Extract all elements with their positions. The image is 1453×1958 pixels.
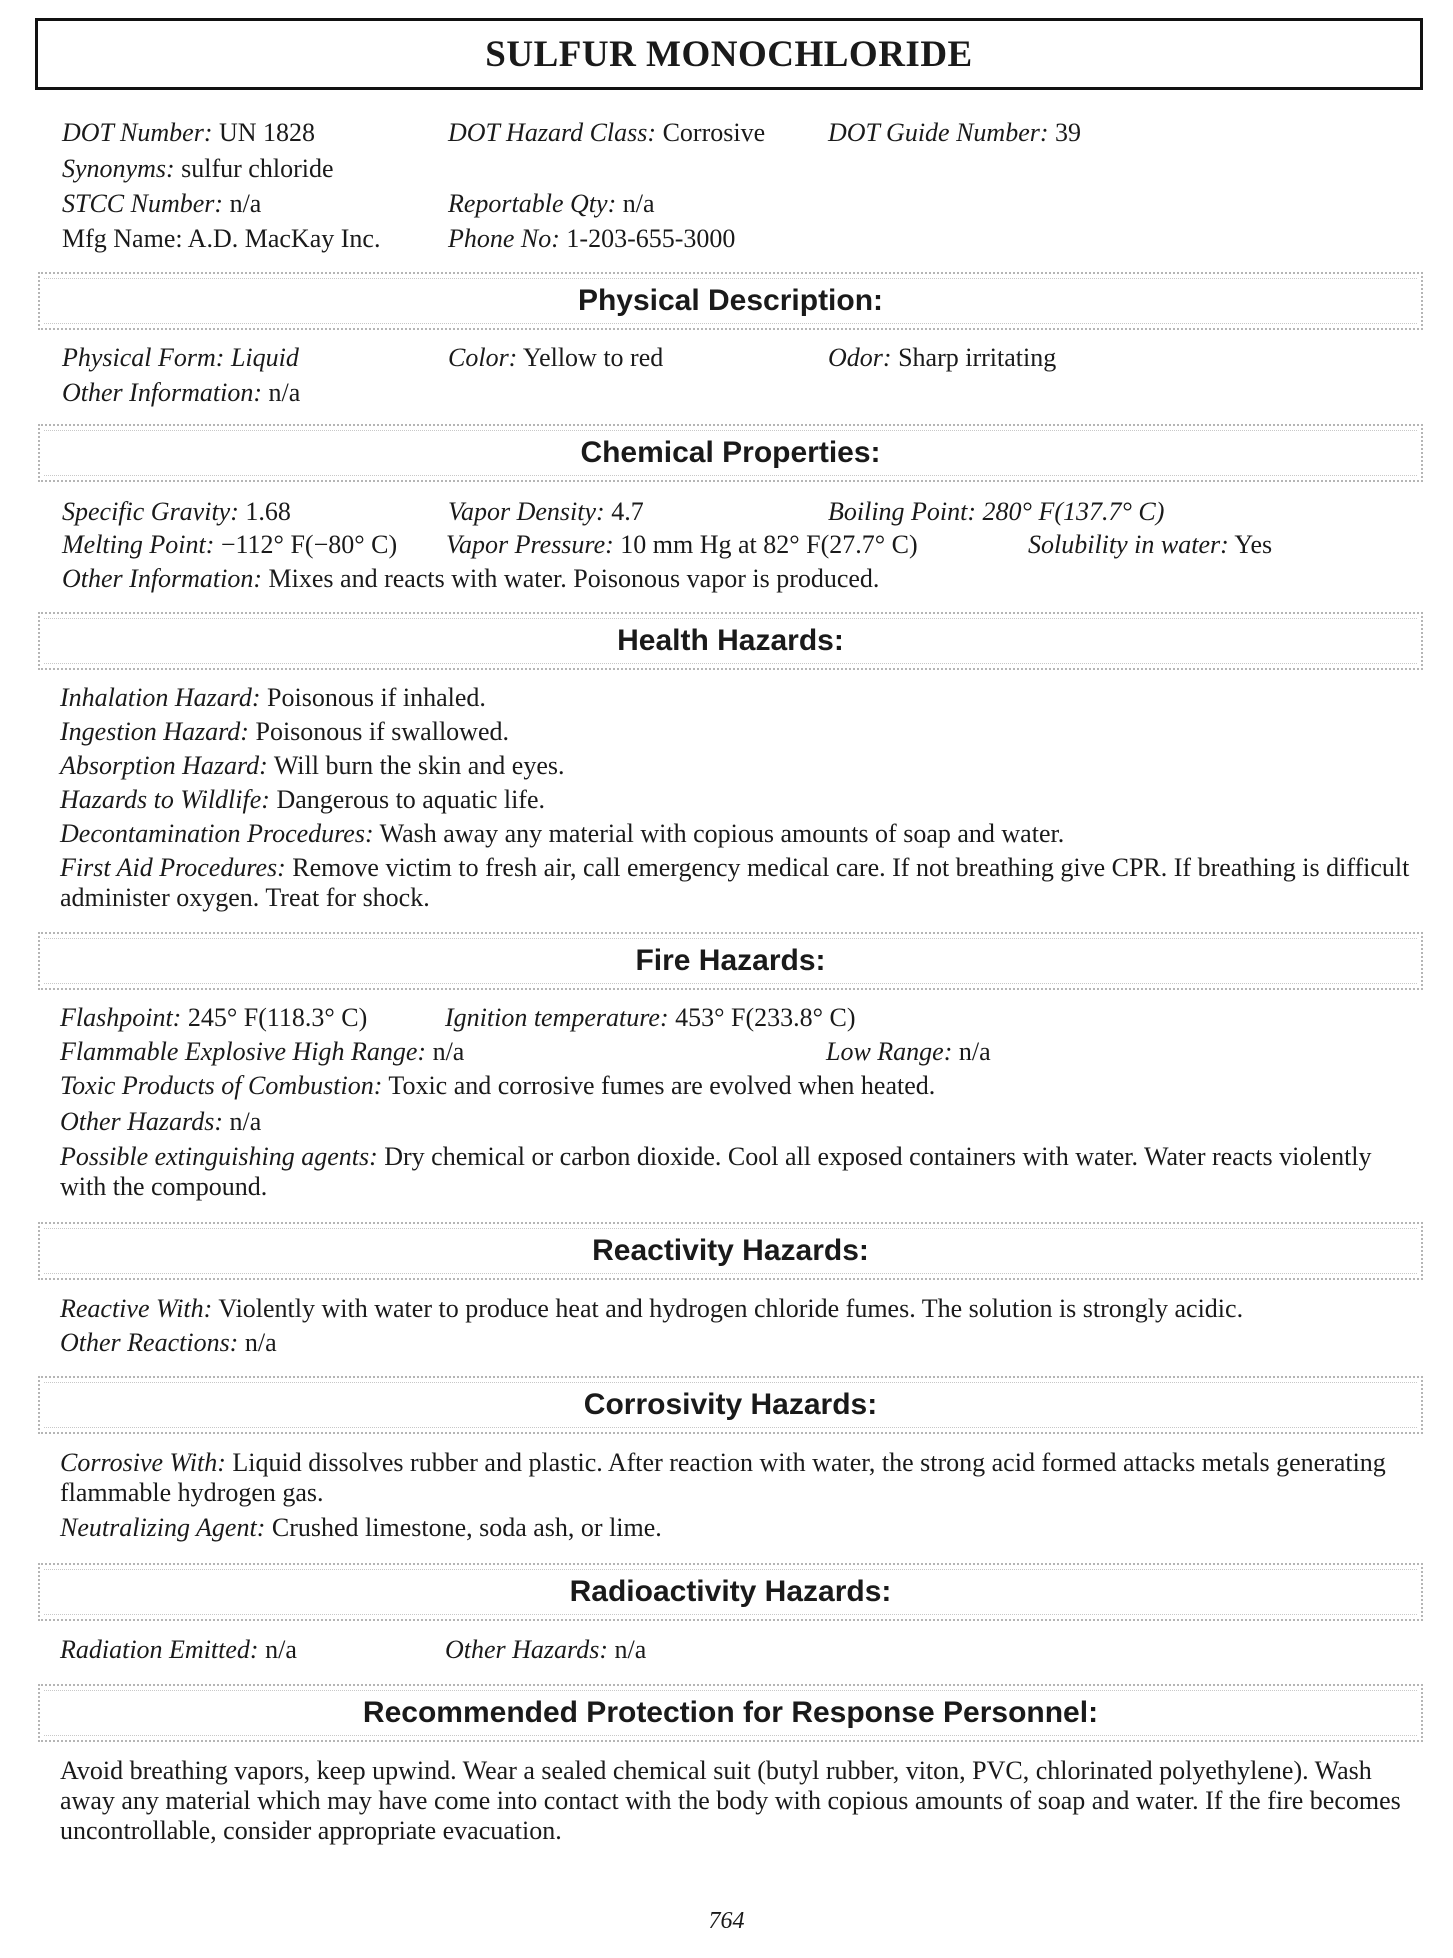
absorption-hazard: Absorption Hazard: Will burn the skin and eyes. [60, 751, 565, 780]
first-aid-procedures: First Aid Procedures: Remove victim to fresh air, call emergency medical care. If not breathing give CPR. If breathing is difficult administer oxygen. Treat for shock. [60, 853, 1410, 912]
section-heading: Physical Description: [577, 284, 884, 317]
section-heading: Health Hazards: [617, 624, 844, 657]
specific-gravity: Specific Gravity: 1.68 [62, 497, 291, 526]
vapor-density: Vapor Density: 4.7 [448, 497, 644, 526]
synonyms: Synonyms: sulfur chloride [62, 154, 334, 183]
section-fire-hazards [38, 932, 1423, 990]
phone-no: Phone No: 1-203-655-3000 [448, 224, 736, 253]
odor: Odor: Sharp irritating [828, 343, 1057, 372]
reactive-with: Reactive With: Violently with water to produce heat and hydrogen chloride fumes. The solution is strongly acidic. [60, 1294, 1244, 1323]
section-heading: Radioactivity Hazards: [569, 1575, 892, 1608]
neutralizing-agent: Neutralizing Agent: Crushed limestone, soda ash, or lime. [60, 1513, 662, 1542]
flammable-high-range: Flammable Explosive High Range: n/a [60, 1037, 465, 1066]
fire-other-hazards: Other Hazards: n/a [60, 1107, 262, 1136]
radioactivity-other-hazards: Other Hazards: n/a [445, 1635, 647, 1664]
section-physical-description [38, 272, 1423, 330]
stcc-number: STCC Number: n/a [62, 189, 262, 218]
page-title: SULFUR MONOCHLORIDE [485, 33, 973, 75]
section-heading: Corrosivity Hazards: [583, 1388, 878, 1421]
low-range: Low Range: n/a [826, 1037, 991, 1066]
section-radioactivity-hazards [38, 1563, 1423, 1621]
other-reactions: Other Reactions: n/a [60, 1328, 277, 1357]
toxic-products-of-combustion: Toxic Products of Combustion: Toxic and corrosive fumes are evolved when heated. [60, 1071, 936, 1100]
section-heading: Recommended Protection for Response Personnel: [362, 1696, 1099, 1729]
section-reactivity-hazards [38, 1222, 1423, 1280]
section-heading: Fire Hazards: [635, 944, 826, 977]
boiling-point: Boiling Point: 280° F(137.7° C) [828, 497, 1165, 526]
reportable-qty: Reportable Qty: n/a [448, 189, 655, 218]
color: Color: Yellow to red [448, 343, 664, 372]
vapor-pressure: Vapor Pressure: 10 mm Hg at 82° F(27.7° C) [446, 530, 918, 559]
ignition-temperature: Ignition temperature: 453° F(233.8° C) [445, 1003, 856, 1032]
physical-form: Physical Form: Liquid [62, 343, 299, 372]
decontamination-procedures: Decontamination Procedures: Wash away any material with copious amounts of soap and water. [60, 819, 1065, 848]
section-heading: Chemical Properties: [580, 436, 881, 469]
section-corrosivity-hazards [38, 1376, 1423, 1434]
page-number: 764 [708, 1908, 745, 1934]
dot-hazard-class: DOT Hazard Class: Corrosive [448, 118, 766, 147]
ingestion-hazard: Ingestion Hazard: Poisonous if swallowed. [60, 717, 509, 746]
chemical-other-information: Other Information: Mixes and reacts with water. Poisonous vapor is produced. [62, 564, 880, 593]
physical-other-information: Other Information: n/a [62, 378, 301, 407]
flashpoint: Flashpoint: 245° F(118.3° C) [60, 1003, 368, 1032]
section-chemical-properties [38, 424, 1423, 482]
title-box [35, 18, 1423, 90]
mfg-name: Mfg Name: A.D. MacKay Inc. [62, 224, 381, 253]
melting-point: Melting Point: −112° F(−80° C) [62, 530, 398, 559]
section-heading: Reactivity Hazards: [592, 1234, 869, 1267]
possible-extinguishing-agents: Possible extinguishing agents: Dry chemical or carbon dioxide. Cool all exposed containers with water. Water reacts violently with the compound. [60, 1142, 1372, 1201]
inhalation-hazard: Inhalation Hazard: Poisonous if inhaled. [60, 683, 486, 712]
radiation-emitted: Radiation Emitted: n/a [60, 1635, 297, 1664]
dot-number: DOT Number: UN 1828 [62, 118, 316, 147]
protection-text: Avoid breathing vapors, keep upwind. Wear a sealed chemical suit (butyl rubber, viton, PVC, chlorinated polyethylene). Wash away any material which may have come into contact with the body with copious amounts of soap and water. If the fire becomes uncontrollable, consider appropriate evacuation. [60, 1756, 1401, 1845]
dot-guide-number: DOT Guide Number: 39 [828, 118, 1082, 147]
section-health-hazards [38, 612, 1423, 670]
section-recommended-protection [38, 1684, 1423, 1742]
solubility-in-water: Solubility in water: Yes [1028, 530, 1273, 559]
corrosive-with: Corrosive With: Liquid dissolves rubber and plastic. After reaction with water, the strong acid formed attacks metals generating flammable hydrogen gas. [60, 1448, 1386, 1507]
hazards-to-wildlife: Hazards to Wildlife: Dangerous to aquatic life. [60, 785, 546, 814]
